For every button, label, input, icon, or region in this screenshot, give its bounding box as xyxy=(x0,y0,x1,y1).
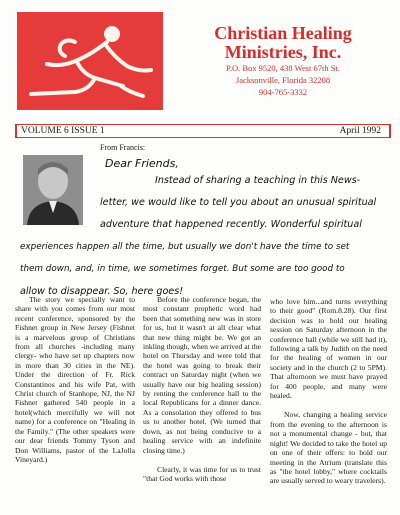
letter-line: adventure that happened recently. Wonderful spiritual xyxy=(100,219,362,230)
org-address-line1: P.O. Box 9520, 438 West 67th St. xyxy=(226,63,340,73)
paragraph: who love him...and turns everything to their good" (Rom.8.28). Our first decision was to hold our healing session on Saturday afternoon in the conference hall (while we still had it), following a talk by Judith on the need for the healing of women in our society and in the church (2 to 5PM). That afternoon we must have prayed for 400 people, and many were healed. xyxy=(270,297,387,401)
letter-line: them down, and, in time, we sometimes forget. But some are too good to xyxy=(20,264,345,274)
author-photo xyxy=(23,155,83,225)
paragraph: The story we specially want to share with you comes from our most recent conference, sponsored by the Fishnet group in New Jersey (Fishnet is a marvelous group of Christians from all churches -including many clergy- who have set up chapters now in more than 30 cities in the NE). Under the direction of Fr. Rick Constantinos and his wife Pat, with Christ church of Stanhope, NJ, the NJ Fishnet gathered 540 people in a hotel(which mercifully we will not name) for a conference on "Healing in the Family." (The other speakers were our dear friends Tommy Tyson and Don Williams, pastor of the LaJolla Vineyard.) xyxy=(15,295,135,464)
org-address-line2: Jacksonville, Florida 32208 xyxy=(235,75,331,85)
from-label: From Francis: xyxy=(100,143,146,152)
column-2 xyxy=(143,295,261,484)
letter-line: experiences happen all the time, but usually we don't have the time to set xyxy=(20,242,350,252)
column-3 xyxy=(270,297,387,486)
letter-line: allow to disappear. So, here goes! xyxy=(20,286,184,297)
org-name-line1: Christian Healing xyxy=(214,23,352,43)
portrait-icon xyxy=(23,155,83,225)
kneeling-figure-icon xyxy=(17,12,163,110)
issue-date: April 1992 xyxy=(339,126,381,136)
paragraph: Before the conference began, the most constant prophetic word had been that something new was in store for us, but it wasn't at all clear what that new thing might be. We got an inkling though, when we arrived at the hotel on Thursday and were told that the hotel was going to break their contract on Saturday night (when we usually have our big healing session) by renting the conference hall to the local Republicans for a dinner dance. As a consolation they offered to bus us to another hotel. (We turned that down, as not being conducive to a healing service with an indefinite closing time.) xyxy=(143,295,261,455)
ministry-logo xyxy=(17,12,163,110)
column-1 xyxy=(15,295,135,464)
paragraph: Clearly, it was time for us to trust "that God works with those xyxy=(143,464,261,484)
volume-issue: VOLUME 6 ISSUE 1 xyxy=(21,126,105,136)
letter-greeting: Dear Friends, xyxy=(105,157,179,170)
org-name-line2: Ministries, Inc. xyxy=(224,42,342,62)
issue-bar xyxy=(15,124,391,138)
letter-line: Instead of sharing a teaching in this News- xyxy=(155,175,361,186)
paragraph: Now, changing a healing service from the evening to the afternoon is not a monumental change - but, that night! We decided to take the hotel up on one of their offers: to hold our meeting in the Atrium (translate this as "the hotel lobby," where cocktails are usually served to weary travelers). xyxy=(270,410,387,486)
letter-line: letter, we would like to tell you about an unusual spiritual xyxy=(100,197,377,208)
org-phone: 904-765-3332 xyxy=(258,87,308,97)
org-header xyxy=(178,24,388,98)
